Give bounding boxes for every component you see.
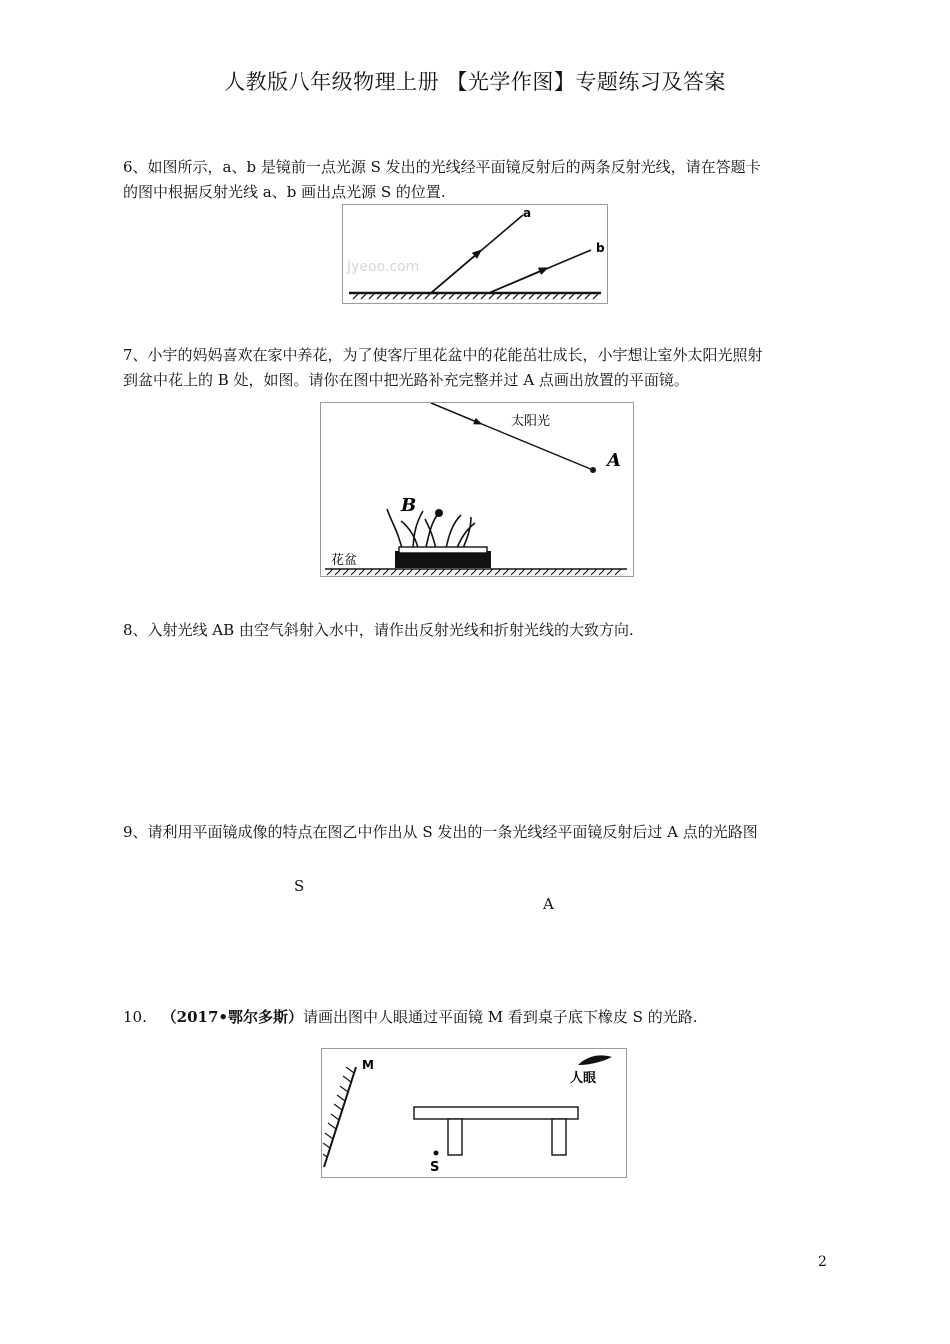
label-m: M xyxy=(362,1058,374,1072)
point-a xyxy=(590,467,596,473)
sunlight-ray-arrow xyxy=(431,403,479,423)
question-10-figure xyxy=(321,1048,627,1178)
pot-label: 花盆 xyxy=(331,553,358,568)
question-7-diagram xyxy=(321,403,633,576)
question-7-text xyxy=(123,343,763,393)
label-b: b xyxy=(596,241,605,255)
label-a: a xyxy=(523,206,532,220)
question-10-text xyxy=(123,1005,697,1030)
question-6-text xyxy=(123,155,761,205)
label-b: B xyxy=(401,495,417,516)
table-leg-right xyxy=(552,1119,566,1155)
question-7-line-2: 到盆中花上的 B 处，如图。请你在图中把光路补充完整并过 A 点画出放置的平面镜。 xyxy=(123,371,689,389)
reflected-ray-b-arrow xyxy=(489,269,545,293)
question-10-source: （2017•鄂尔多斯） xyxy=(161,1008,303,1026)
label-eye: 人眼 xyxy=(570,1071,597,1086)
mirror-hatching xyxy=(323,1067,354,1157)
label-a: A xyxy=(607,450,621,471)
reflected-ray-a-arrow xyxy=(431,252,479,293)
question-6-diagram xyxy=(343,205,607,303)
question-8-text: 8、入射光线 AB 由空气斜射入水中，请作出反射光线和折射光线的大致方向. xyxy=(123,621,634,639)
label-s: S xyxy=(430,1160,440,1175)
question-7-figure xyxy=(320,402,634,577)
page-title: 人教版八年级物理上册 【光学作图】专题练习及答案 xyxy=(224,70,726,94)
question-6-line-1: 6、如图所示，a、b 是镜前一点光源 S 发出的光线经平面镜反射后的两条反射光线，请在答题卡 xyxy=(123,158,761,176)
plane-mirror-m xyxy=(324,1067,356,1167)
table-top xyxy=(414,1107,578,1119)
question-6-line-2: 的图中根据反射光线 a、b 画出点光源 S 的位置. xyxy=(123,183,446,201)
table-leg-left xyxy=(448,1119,462,1155)
question-7-line-1: 7、小宇的妈妈喜欢在家中养花，为了使客厅里花盆中的花能茁壮成长，小宇想让室外太阳光照射 xyxy=(123,346,763,364)
page-number: 2 xyxy=(818,1254,827,1270)
question-10-body: 请画出图中人眼通过平面镜 M 看到桌子底下橡皮 S 的光路. xyxy=(302,1008,698,1026)
floor-hatching xyxy=(327,569,621,575)
question-9-label-s: S xyxy=(294,877,305,895)
watermark: Jyeoo.com xyxy=(347,259,420,275)
question-6-figure xyxy=(342,204,608,304)
eye-icon xyxy=(578,1055,612,1065)
question-10-number: 10. xyxy=(123,1008,147,1026)
question-10-diagram xyxy=(322,1049,626,1177)
flower-pot-rim xyxy=(399,547,487,553)
eraser-s xyxy=(434,1151,439,1156)
question-9-text: 9、请利用平面镜成像的特点在图乙中作出从 S 发出的一条光线经平面镜反射后过 A 点的光路图 xyxy=(123,823,758,841)
question-9-label-a: A xyxy=(543,895,554,913)
sunlight-label: 太阳光 xyxy=(511,414,551,429)
